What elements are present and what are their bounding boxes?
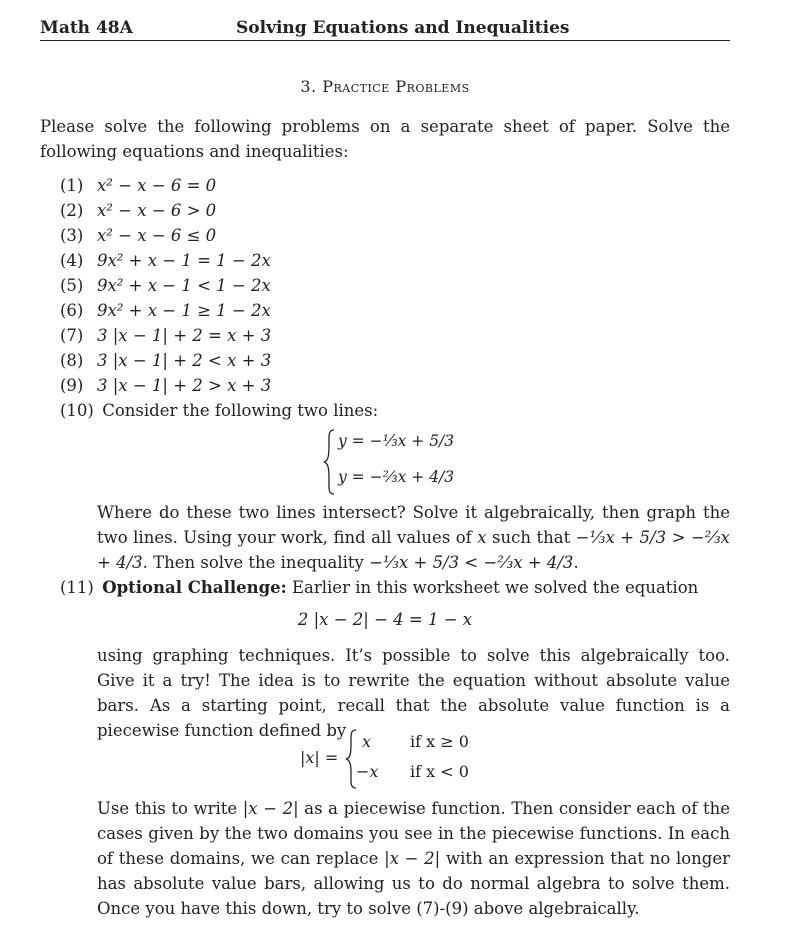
problem-item — [60, 173, 216, 198]
worksheet-title: Solving Equations and Inequalities — [236, 18, 570, 38]
left-brace-icon — [322, 428, 336, 496]
intro-paragraph: Please solve the following problems on a separate sheet of paper. Solve the following equations and inequalities: — [40, 117, 730, 161]
problem-10-text: Where do these two lines intersect? Solve it algebraically, then graph the two lines. Using your work, find all values of x such that −⅓x + 5/3 > −⅔x + 4/3. Then solve the inequality −⅓x + 5/3 < −⅔x + 4/3. — [97, 503, 730, 572]
problem-11-paragraph-2 — [97, 796, 730, 921]
problem-expression: 9x² + x − 1 ≥ 1 − 2x — [97, 301, 271, 320]
inequality-1: −⅓x + 5/3 > −⅔x + 4/3 — [97, 528, 730, 572]
problem-item — [60, 248, 271, 273]
problem-item — [60, 198, 216, 223]
line-equation-1: y = −⅓x + 5/3 — [338, 432, 455, 450]
page-header — [40, 16, 730, 41]
case-2-value: −x — [356, 762, 379, 781]
problem-11-paragraph-1: using graphing techniques. It’s possible to solve this algebraically too. Give it a try! The idea is to rewrite the equation without absolute value bars. As a starting point, recall that the absolute value function is a piecewise function defined by — [97, 646, 730, 740]
abs-lhs: |x| = — [300, 748, 339, 767]
inequality-2: −⅓x + 5/3 < −⅔x + 4/3 — [369, 553, 574, 572]
paragraph-2-b: as a piecewise function. Then consider each of the cases given by the two domains you see in the piecewise functions. In each of these domains, we can replace — [97, 799, 730, 868]
problem-expression: 9x² + x − 1 < 1 − 2x — [97, 276, 271, 295]
problem-expression: x² − x − 6 = 0 — [97, 176, 217, 195]
abs-expression: |x − 2| — [242, 799, 299, 818]
line-equation-2: y = −⅔x + 4/3 — [338, 468, 455, 486]
problem-expression: 9x² + x − 1 = 1 − 2x — [97, 251, 271, 270]
problem-number: (11) — [60, 578, 94, 597]
problem-item — [60, 348, 271, 373]
section-number: 3. — [300, 77, 317, 96]
problem-expression: 3 |x − 1| + 2 < x + 3 — [97, 351, 272, 370]
abs-expression: |x − 2| — [384, 849, 441, 868]
variable-x: x — [477, 528, 487, 547]
paragraph-2-a: Use this to write — [97, 799, 238, 818]
problem-10-text-c: . Then solve the inequality — [142, 553, 364, 572]
problem-expression: x² − x − 6 > 0 — [97, 201, 217, 220]
problem-number: (4) — [60, 251, 84, 270]
problem-number: (3) — [60, 226, 84, 245]
challenge-equation: 2 |x − 2| − 4 = 1 − x — [297, 610, 473, 629]
optional-challenge-label: Optional Challenge: — [102, 578, 287, 597]
problem-item — [60, 298, 271, 323]
problem-item — [60, 223, 216, 248]
problem-item — [60, 373, 271, 398]
problem-number: (5) — [60, 276, 84, 295]
problem-number: (2) — [60, 201, 84, 220]
problem-number: (9) — [60, 376, 84, 395]
case-1-value: x — [362, 732, 372, 751]
course-name: Math 48A — [40, 18, 133, 38]
problem-11-prompt: Earlier in this worksheet we solved the equation — [291, 578, 699, 597]
problem-10-prompt: Consider the following two lines: — [102, 401, 379, 420]
problem-11 — [60, 575, 698, 600]
problem-item — [60, 323, 271, 348]
problem-10 — [60, 398, 378, 423]
paragraph-2-c: with an expression that no longer has absolute value bars, allowing us to do normal algebra to solve them. Once you have this down, try to solve (7)-(9) above algebraically. — [97, 849, 731, 918]
problem-10-text-b: such that — [492, 528, 571, 547]
case-2-condition: if x < 0 — [410, 762, 469, 781]
section-title: Practice Problems — [322, 77, 470, 96]
absolute-value-piecewise — [300, 728, 500, 790]
problem-number: (8) — [60, 351, 84, 370]
problem-number: (10) — [60, 401, 94, 420]
case-1-condition: if x ≥ 0 — [410, 732, 469, 751]
problem-item — [60, 273, 271, 298]
problem-number: (1) — [60, 176, 84, 195]
problem-expression: 3 |x − 1| + 2 = x + 3 — [97, 326, 272, 345]
problem-10-text-a: Where do these two lines intersect? Solve it algebraically, then graph the two lines. Using your work, find all values of — [97, 503, 730, 547]
problem-number: (6) — [60, 301, 84, 320]
problem-expression: x² − x − 6 ≤ 0 — [97, 226, 217, 245]
problem-expression: 3 |x − 1| + 2 > x + 3 — [97, 376, 272, 395]
problem-number: (7) — [60, 326, 84, 345]
section-heading — [0, 77, 770, 96]
